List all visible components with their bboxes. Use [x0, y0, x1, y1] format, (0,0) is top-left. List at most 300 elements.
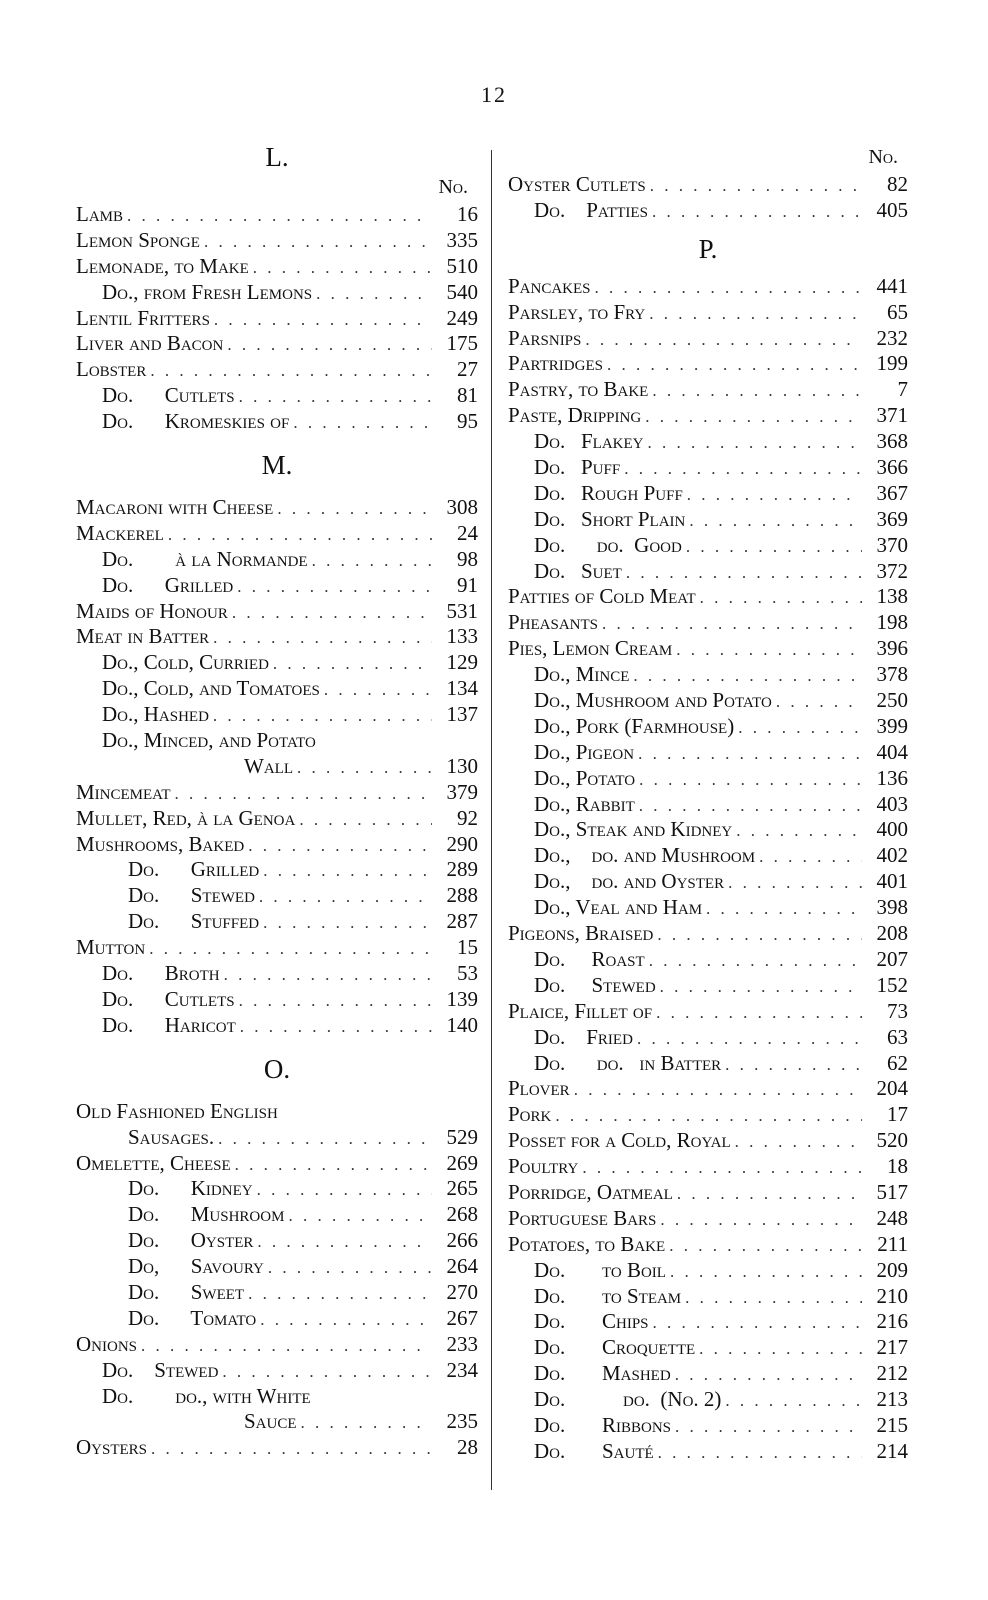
dot-leader	[175, 781, 433, 807]
dot-leader	[735, 1129, 862, 1155]
entry-number: 510	[446, 253, 478, 278]
dot-leader	[657, 922, 862, 948]
entry-number: 264	[446, 1254, 478, 1279]
entry-label: Maids of Honour	[76, 598, 228, 623]
dot-leader	[633, 663, 862, 689]
index-entry	[76, 857, 478, 883]
entry-label: Old Fashioned English	[76, 1098, 278, 1123]
index-entry	[508, 403, 908, 429]
entry-number: 217	[876, 1335, 908, 1360]
index-entry	[508, 688, 908, 714]
index-right-column	[508, 142, 908, 1465]
index-entry	[76, 961, 478, 987]
entry-number: 134	[446, 676, 478, 701]
index-entry	[508, 377, 908, 403]
entry-number: 288	[446, 883, 478, 908]
index-entry	[76, 832, 478, 858]
entry-label: Do. Stewed	[102, 1357, 219, 1382]
index-entry	[508, 559, 908, 585]
entry-label: Oysters	[76, 1435, 148, 1460]
entry-number: 405	[876, 197, 908, 222]
entry-label: Partridges	[508, 351, 603, 376]
index-entry	[508, 869, 908, 895]
index-entry	[76, 383, 478, 409]
index-entry	[508, 300, 908, 326]
index-entry	[76, 650, 478, 676]
entry-label: Do. Tomato	[128, 1305, 257, 1330]
entry-number: 233	[446, 1331, 478, 1356]
entry-number: 249	[446, 305, 478, 330]
index-entry	[76, 1384, 478, 1410]
index-entry	[508, 481, 908, 507]
entry-label: Do., Veal and Ham	[534, 895, 703, 920]
entry-label: Do. Suet	[534, 558, 622, 583]
entry-label: Patties of Cold Meat	[508, 584, 696, 609]
entry-label: Do., Mince	[534, 662, 630, 687]
dot-leader	[638, 741, 862, 767]
entry-label: Omelette, Cheese	[76, 1150, 231, 1175]
entry-number: 379	[446, 779, 478, 804]
dot-leader	[637, 1026, 862, 1052]
dot-leader	[776, 689, 862, 715]
index-entry	[76, 883, 478, 909]
entry-label: Do. to Steam	[534, 1283, 682, 1308]
dot-leader	[676, 637, 862, 663]
entry-label: Do. Ribbons	[534, 1412, 672, 1437]
index-entry	[76, 676, 478, 702]
entry-label: Wall	[244, 753, 293, 778]
entry-number: 209	[876, 1257, 908, 1282]
entry-number: 213	[876, 1387, 908, 1412]
entry-label: Do. do. (No. 2)	[534, 1387, 722, 1412]
dot-leader	[239, 384, 432, 410]
dot-leader	[677, 1181, 862, 1207]
dot-leader	[652, 199, 862, 225]
index-entry	[508, 999, 908, 1025]
dot-leader	[288, 1203, 432, 1229]
entry-number: 235	[446, 1409, 478, 1434]
dot-leader	[168, 522, 432, 548]
entry-number: 214	[876, 1438, 908, 1463]
index-entry	[76, 228, 478, 254]
dot-leader	[213, 703, 432, 729]
dot-leader	[151, 1436, 432, 1462]
dot-leader	[700, 585, 862, 611]
dot-leader	[759, 844, 862, 870]
dot-leader	[237, 574, 432, 600]
entry-number: 404	[876, 739, 908, 764]
dot-leader	[687, 482, 862, 508]
index-entry	[76, 409, 478, 435]
entry-number: 27	[457, 357, 478, 382]
index-entry	[76, 1228, 478, 1254]
dot-leader	[293, 410, 432, 436]
dot-leader	[257, 1177, 432, 1203]
entry-number: 270	[446, 1279, 478, 1304]
index-entry	[76, 1176, 478, 1202]
dot-leader	[656, 1000, 862, 1026]
dot-leader	[653, 1310, 862, 1336]
index-entry	[508, 584, 908, 610]
index-entry	[508, 740, 908, 766]
dot-leader	[738, 715, 862, 741]
index-entry	[76, 521, 478, 547]
dot-leader	[257, 1229, 432, 1255]
entry-number: 82	[887, 172, 908, 196]
dot-leader	[706, 896, 862, 922]
dot-leader	[263, 910, 432, 936]
section-letter: M.	[261, 450, 293, 481]
index-entry	[508, 1439, 908, 1465]
entry-label: Do. Kidney	[128, 1176, 253, 1201]
entry-label: Lemon Sponge	[76, 227, 200, 252]
entry-number: 130	[446, 753, 478, 778]
entry-number: 370	[876, 532, 908, 557]
entry-number: 210	[876, 1283, 908, 1308]
entry-label: Do., Potato	[534, 765, 636, 790]
entry-number: 531	[446, 598, 478, 623]
index-entry	[76, 754, 478, 780]
dot-leader	[658, 1440, 862, 1466]
entry-number: 403	[876, 791, 908, 816]
entry-label: Do. do. in Batter	[534, 1050, 722, 1075]
dot-leader	[639, 793, 862, 819]
index-entry	[76, 254, 478, 280]
entry-label: Do. Short Plain	[534, 506, 686, 531]
entry-number: 92	[457, 805, 478, 830]
dot-leader	[316, 281, 432, 307]
entry-number: 98	[457, 546, 478, 571]
dot-leader	[263, 858, 432, 884]
entry-label: Paste, Dripping	[508, 403, 642, 428]
entry-number: 211	[877, 1231, 908, 1256]
index-entry	[508, 455, 908, 481]
entry-number: 136	[876, 765, 908, 790]
index-entry	[508, 1051, 908, 1077]
entry-number: 198	[876, 610, 908, 635]
entry-number: 248	[876, 1205, 908, 1230]
entry-label: Do., Mushroom and Potato	[534, 688, 772, 713]
entry-label: Do. Haricot	[102, 1012, 236, 1037]
entry-number: 81	[457, 383, 478, 408]
index-entry	[76, 1099, 478, 1125]
index-entry	[76, 280, 478, 306]
dot-leader	[218, 1126, 432, 1152]
index-entry	[508, 947, 908, 973]
dot-leader	[602, 611, 862, 637]
dot-leader	[299, 807, 432, 833]
index-entry	[508, 1284, 908, 1310]
number-column-header: No.	[438, 176, 468, 198]
index-entry	[76, 331, 478, 357]
entry-label: Do. Roast	[534, 946, 645, 971]
entry-label: Lobster	[76, 357, 147, 382]
entry-label: Do. Chips	[534, 1309, 649, 1334]
dot-leader	[297, 755, 432, 781]
entry-label: Do. Broth	[102, 961, 220, 986]
index-entry	[508, 1025, 908, 1051]
dot-leader	[728, 870, 862, 896]
dot-leader	[686, 534, 862, 560]
entry-label: Do. Oyster	[128, 1228, 254, 1253]
dot-leader	[127, 203, 432, 229]
dot-leader	[660, 1207, 862, 1233]
dot-leader	[214, 307, 432, 333]
entry-number: 65	[887, 299, 908, 324]
entry-number: 138	[876, 584, 908, 609]
entry-number: 335	[446, 227, 478, 252]
index-entry	[508, 1206, 908, 1232]
index-entry	[508, 973, 908, 999]
entry-number: 540	[446, 279, 478, 304]
entry-label: Do. à la Normande	[102, 546, 308, 571]
index-entry	[76, 599, 478, 625]
index-entry	[76, 1254, 478, 1280]
entry-number: 529	[446, 1124, 478, 1149]
index-entry	[508, 326, 908, 352]
section-letter: O.	[263, 1053, 291, 1084]
entry-number: 208	[876, 921, 908, 946]
entry-number: 232	[876, 325, 908, 350]
index-entry	[76, 909, 478, 935]
entry-number: 24	[457, 520, 478, 545]
dot-leader	[699, 1336, 862, 1362]
entry-label: Do. Sauté	[534, 1438, 654, 1463]
index-entry	[508, 921, 908, 947]
entry-label: Do. Croquette	[534, 1335, 696, 1360]
index-entry	[76, 202, 478, 228]
dot-leader	[150, 358, 432, 384]
dot-leader	[277, 496, 432, 522]
index-entry	[508, 636, 908, 662]
entry-label: Sausages.	[128, 1124, 215, 1149]
entry-label: Pheasants	[508, 610, 599, 635]
entry-number: 378	[876, 662, 908, 687]
dot-leader	[675, 1414, 862, 1440]
entry-label: Parsley, to Fry	[508, 299, 646, 324]
entry-label: Do. Cutlets	[102, 986, 235, 1011]
dot-leader	[649, 301, 862, 327]
entry-label: Porridge, Oatmeal	[508, 1179, 673, 1204]
index-entry	[76, 547, 478, 573]
entry-number: 139	[446, 986, 478, 1011]
entry-number: 53	[457, 961, 478, 986]
dot-leader	[253, 255, 432, 281]
index-entry	[508, 1232, 908, 1258]
entry-number: 400	[876, 817, 908, 842]
entry-number: 95	[457, 409, 478, 434]
entry-number: 199	[876, 351, 908, 376]
entry-number: 520	[876, 1128, 908, 1153]
entry-label: Mincemeat	[76, 779, 171, 804]
entry-label: Do., Cold, and Tomatoes	[102, 676, 320, 701]
entry-label: Do., Rabbit	[534, 791, 635, 816]
entry-number: 441	[876, 273, 908, 298]
entry-label: Do. do. Good	[534, 532, 682, 557]
index-entry	[76, 624, 478, 650]
entry-number: 308	[446, 495, 478, 520]
entry-label: Do. Grilled	[102, 572, 234, 597]
entry-label: Portuguese Bars	[508, 1205, 657, 1230]
entry-label: Do., Minced, and Potato	[102, 728, 316, 753]
dot-leader	[260, 1307, 432, 1333]
dot-leader	[235, 1152, 432, 1178]
entry-label: Do. do., with White	[102, 1383, 311, 1408]
entry-number: 18	[887, 1154, 908, 1179]
dot-leader	[585, 327, 862, 353]
entry-label: Do., Cold, Curried	[102, 650, 269, 675]
entry-number: 266	[446, 1228, 478, 1253]
entry-number: 62	[887, 1050, 908, 1075]
index-entry	[76, 1358, 478, 1384]
entry-label: Potatoes, to Bake	[508, 1231, 666, 1256]
entry-number: 15	[457, 935, 478, 960]
entry-label: Do., Pigeon	[534, 739, 635, 764]
index-entry	[76, 1013, 478, 1039]
dot-leader	[248, 833, 432, 859]
entry-label: Do., do. and Mushroom	[534, 843, 756, 868]
entry-label: Do. Mashed	[534, 1361, 671, 1386]
index-entry	[76, 987, 478, 1013]
entry-number: 372	[876, 558, 908, 583]
entry-label: Mutton	[76, 935, 146, 960]
entry-label: Mushrooms, Baked	[76, 831, 245, 856]
entry-number: 73	[887, 998, 908, 1023]
entry-label: Do., Steak and Kidney	[534, 817, 733, 842]
entry-number: 140	[446, 1012, 478, 1037]
index-entry	[76, 780, 478, 806]
dot-leader	[141, 1333, 432, 1359]
entry-number: 269	[446, 1150, 478, 1175]
index-entry	[76, 1409, 478, 1435]
index-entry	[76, 573, 478, 599]
entry-number: 398	[876, 895, 908, 920]
index-entry	[508, 1154, 908, 1180]
dot-leader	[624, 456, 862, 482]
dot-leader	[689, 508, 862, 534]
entry-label: Pork	[508, 1102, 552, 1127]
entry-label: Poultry	[508, 1154, 579, 1179]
dot-leader	[649, 948, 862, 974]
dot-leader	[650, 173, 862, 199]
index-entry	[508, 198, 908, 224]
index-entry	[508, 1128, 908, 1154]
dot-leader	[626, 560, 862, 586]
entry-label: Do. Grilled	[128, 857, 260, 882]
index-entry	[76, 702, 478, 728]
index-entry	[508, 507, 908, 533]
section-letter: P.	[698, 233, 718, 264]
entry-label: Do. to Boil	[534, 1257, 666, 1282]
section-letter: L.	[265, 142, 289, 172]
entry-number: 371	[876, 403, 908, 428]
index-entry	[508, 1258, 908, 1284]
entry-label: Oyster Cutlets	[508, 172, 646, 196]
index-entry	[508, 1361, 908, 1387]
entry-number: 234	[446, 1357, 478, 1382]
entry-number: 129	[446, 650, 478, 675]
entry-label: Do. Fried	[534, 1024, 633, 1049]
dot-leader	[574, 1077, 862, 1103]
entry-label: Do. Puff	[534, 455, 621, 480]
index-entry	[508, 351, 908, 377]
index-entry	[508, 792, 908, 818]
entry-label: Plaice, Fillet of	[508, 998, 653, 1023]
dot-leader	[639, 767, 862, 793]
dot-leader	[259, 884, 432, 910]
entry-label: Do., from Fresh Lemons	[102, 279, 313, 304]
entry-number: 401	[876, 869, 908, 894]
entry-label: Do. Cutlets	[102, 383, 235, 408]
index-entry	[508, 766, 908, 792]
entry-label: Do. Stuffed	[128, 909, 260, 934]
dot-leader	[204, 229, 432, 255]
index-entry	[76, 1125, 478, 1151]
dot-leader	[268, 1255, 432, 1281]
dot-leader	[652, 378, 862, 404]
index-entry	[508, 817, 908, 843]
entry-number: 402	[876, 843, 908, 868]
dot-leader	[224, 962, 432, 988]
index-left-column	[76, 142, 478, 1461]
index-entry	[76, 1332, 478, 1358]
dot-leader	[645, 404, 862, 430]
index-entry	[508, 662, 908, 688]
index-entry	[76, 1306, 478, 1332]
entry-number: 399	[876, 713, 908, 738]
index-entry	[508, 895, 908, 921]
entry-label: Do. Stewed	[534, 972, 656, 997]
entry-label: Do. Stewed	[128, 883, 255, 908]
column-divider	[491, 150, 492, 1490]
entry-number: 369	[876, 506, 908, 531]
dot-leader	[648, 430, 863, 456]
index-entry	[508, 1387, 908, 1413]
entry-number: 367	[876, 480, 908, 505]
dot-leader	[273, 651, 432, 677]
index-entry	[508, 172, 908, 198]
entry-label: Pigeons, Braised	[508, 921, 654, 946]
dot-leader	[675, 1362, 862, 1388]
entry-label: Lemonade, to Make	[76, 253, 249, 278]
dot-leader	[149, 936, 432, 962]
entry-label: Pancakes	[508, 273, 591, 298]
entry-number: 366	[876, 455, 908, 480]
entry-label: Plover	[508, 1076, 570, 1101]
index-entry	[508, 1102, 908, 1128]
dot-leader	[607, 352, 862, 378]
entry-label: Meat in Batter	[76, 624, 210, 649]
dot-leader	[222, 1359, 432, 1385]
dot-leader	[227, 332, 432, 358]
entry-label: Do. Kromeskies of	[102, 409, 290, 434]
index-entry	[76, 495, 478, 521]
entry-label: Posset for a Cold, Royal	[508, 1128, 731, 1153]
entry-label: Sauce	[244, 1409, 297, 1434]
index-entry	[76, 357, 478, 383]
entry-label: Lamb	[76, 202, 124, 226]
entry-number: 16	[457, 202, 478, 226]
index-entry	[76, 728, 478, 754]
entry-number: 290	[446, 831, 478, 856]
entry-number: 289	[446, 857, 478, 882]
entry-number: 216	[876, 1309, 908, 1334]
entry-number: 137	[446, 702, 478, 727]
entry-label: Onions	[76, 1331, 138, 1356]
index-entry	[508, 533, 908, 559]
entry-number: 517	[876, 1179, 908, 1204]
dot-leader	[660, 974, 862, 1000]
